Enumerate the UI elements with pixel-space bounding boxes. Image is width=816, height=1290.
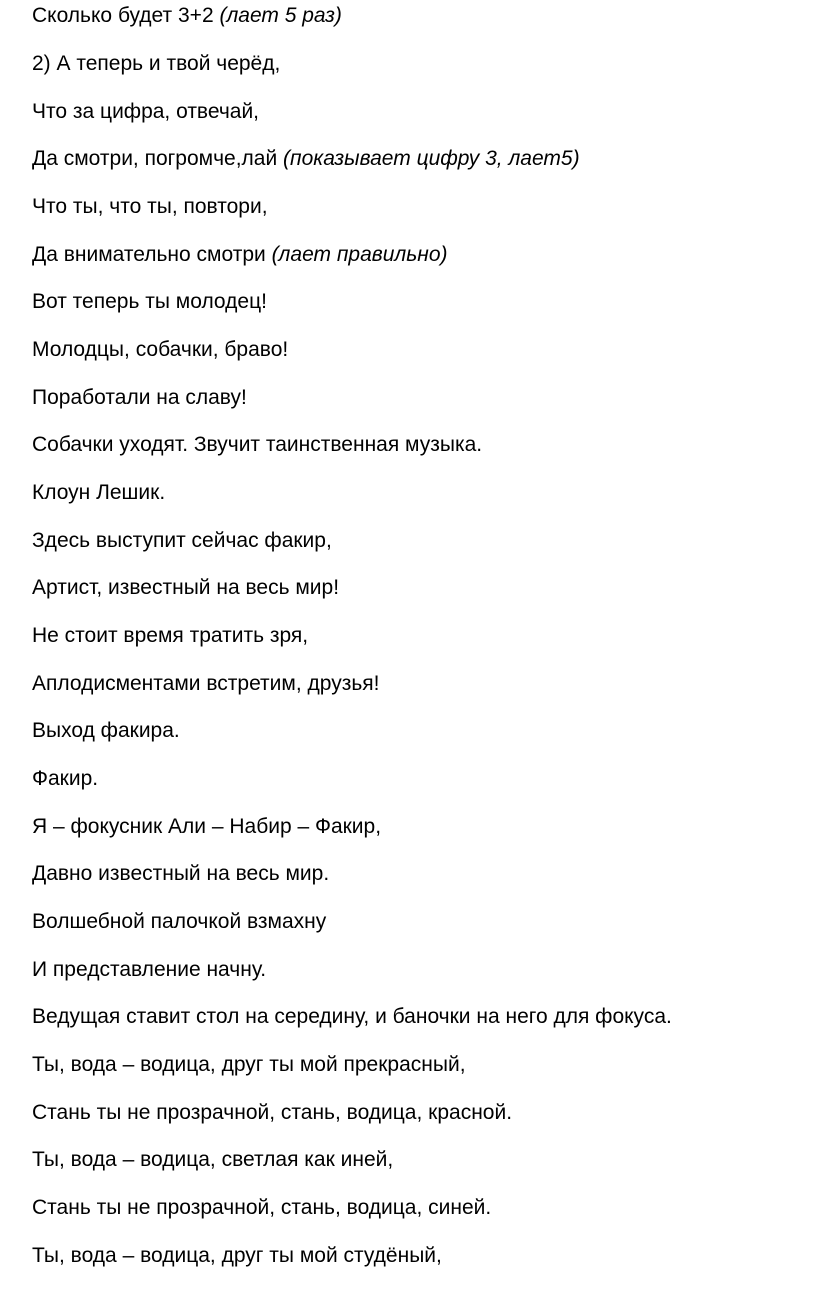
- stage-direction: (лает 5 раз): [219, 4, 342, 27]
- text-line: [32, 909, 326, 935]
- line-text: И представление начну.: [32, 958, 267, 981]
- text-line: [32, 337, 288, 363]
- text-line: [32, 623, 308, 649]
- line-text: Ты, вода – водица, светлая как иней,: [32, 1148, 394, 1171]
- text-line: [32, 1147, 393, 1173]
- line-text: Ты, вода – водица, друг ты мой прекрасный,: [32, 1053, 466, 1076]
- text-line: [32, 575, 339, 601]
- line-text: Да внимательно смотри: [32, 243, 272, 266]
- text-line: [32, 385, 247, 411]
- line-text: Клоун Лешик.: [32, 481, 166, 504]
- line-text: Вот теперь ты молодец!: [32, 290, 267, 313]
- text-line: [32, 1052, 466, 1078]
- stage-direction: (показывает цифру 3, лает5): [283, 147, 580, 170]
- text-line: [32, 814, 381, 840]
- line-text: Сколько будет 3+2: [32, 4, 220, 27]
- text-line: [32, 1004, 672, 1030]
- line-text: Волшебной палочкой взмахну: [32, 910, 327, 933]
- text-line: [32, 861, 329, 887]
- line-text: Артист, известный на весь мир!: [32, 576, 340, 599]
- line-text: Стань ты не прозрачной, стань, водица, синей.: [32, 1196, 492, 1219]
- line-text: Что ты, что ты, повтори,: [32, 195, 268, 218]
- text-line: [32, 3, 342, 29]
- line-text: Что за цифра, отвечай,: [32, 100, 260, 123]
- stage-direction: (лает правильно): [271, 243, 448, 266]
- text-line: [32, 289, 267, 315]
- text-line: [32, 432, 482, 458]
- line-text: Выход факира.: [32, 719, 180, 742]
- line-text: Собачки уходят. Звучит таинственная музыка.: [32, 433, 483, 456]
- text-line: [32, 957, 266, 983]
- text-line: [32, 146, 580, 172]
- line-text: Поработали на славу!: [32, 386, 247, 409]
- text-line: [32, 1100, 512, 1126]
- text-line: [32, 718, 180, 744]
- line-text: Не стоит время тратить зря,: [32, 624, 309, 647]
- line-text: Аплодисментами встретим, друзья!: [32, 672, 380, 695]
- text-line: [32, 480, 165, 506]
- line-text: Здесь выступит сейчас факир,: [32, 529, 332, 552]
- text-line: [32, 51, 280, 77]
- line-text: Ты, вода – водица, друг ты мой студёный,: [32, 1244, 442, 1267]
- line-text: Я – фокусник Али – Набир – Факир,: [32, 815, 382, 838]
- line-text: Да смотри, погромче,лай: [32, 147, 284, 170]
- text-line: [32, 1195, 491, 1221]
- line-text: 2) А теперь и твой черёд,: [32, 52, 281, 75]
- text-line: [32, 194, 268, 220]
- line-text: Стань ты не прозрачной, стань, водица, красной.: [32, 1101, 513, 1124]
- text-line: [32, 528, 332, 554]
- line-text: Давно известный на весь мир.: [32, 862, 330, 885]
- text-line: [32, 766, 98, 792]
- text-line: [32, 671, 379, 697]
- text-line: [32, 242, 448, 268]
- text-line: [32, 1243, 442, 1269]
- line-text: Факир.: [32, 767, 99, 790]
- line-text: Ведущая ставит стол на середину, и баночки на него для фокуса.: [32, 1005, 672, 1028]
- text-line: [32, 99, 259, 125]
- line-text: Молодцы, собачки, браво!: [32, 338, 289, 361]
